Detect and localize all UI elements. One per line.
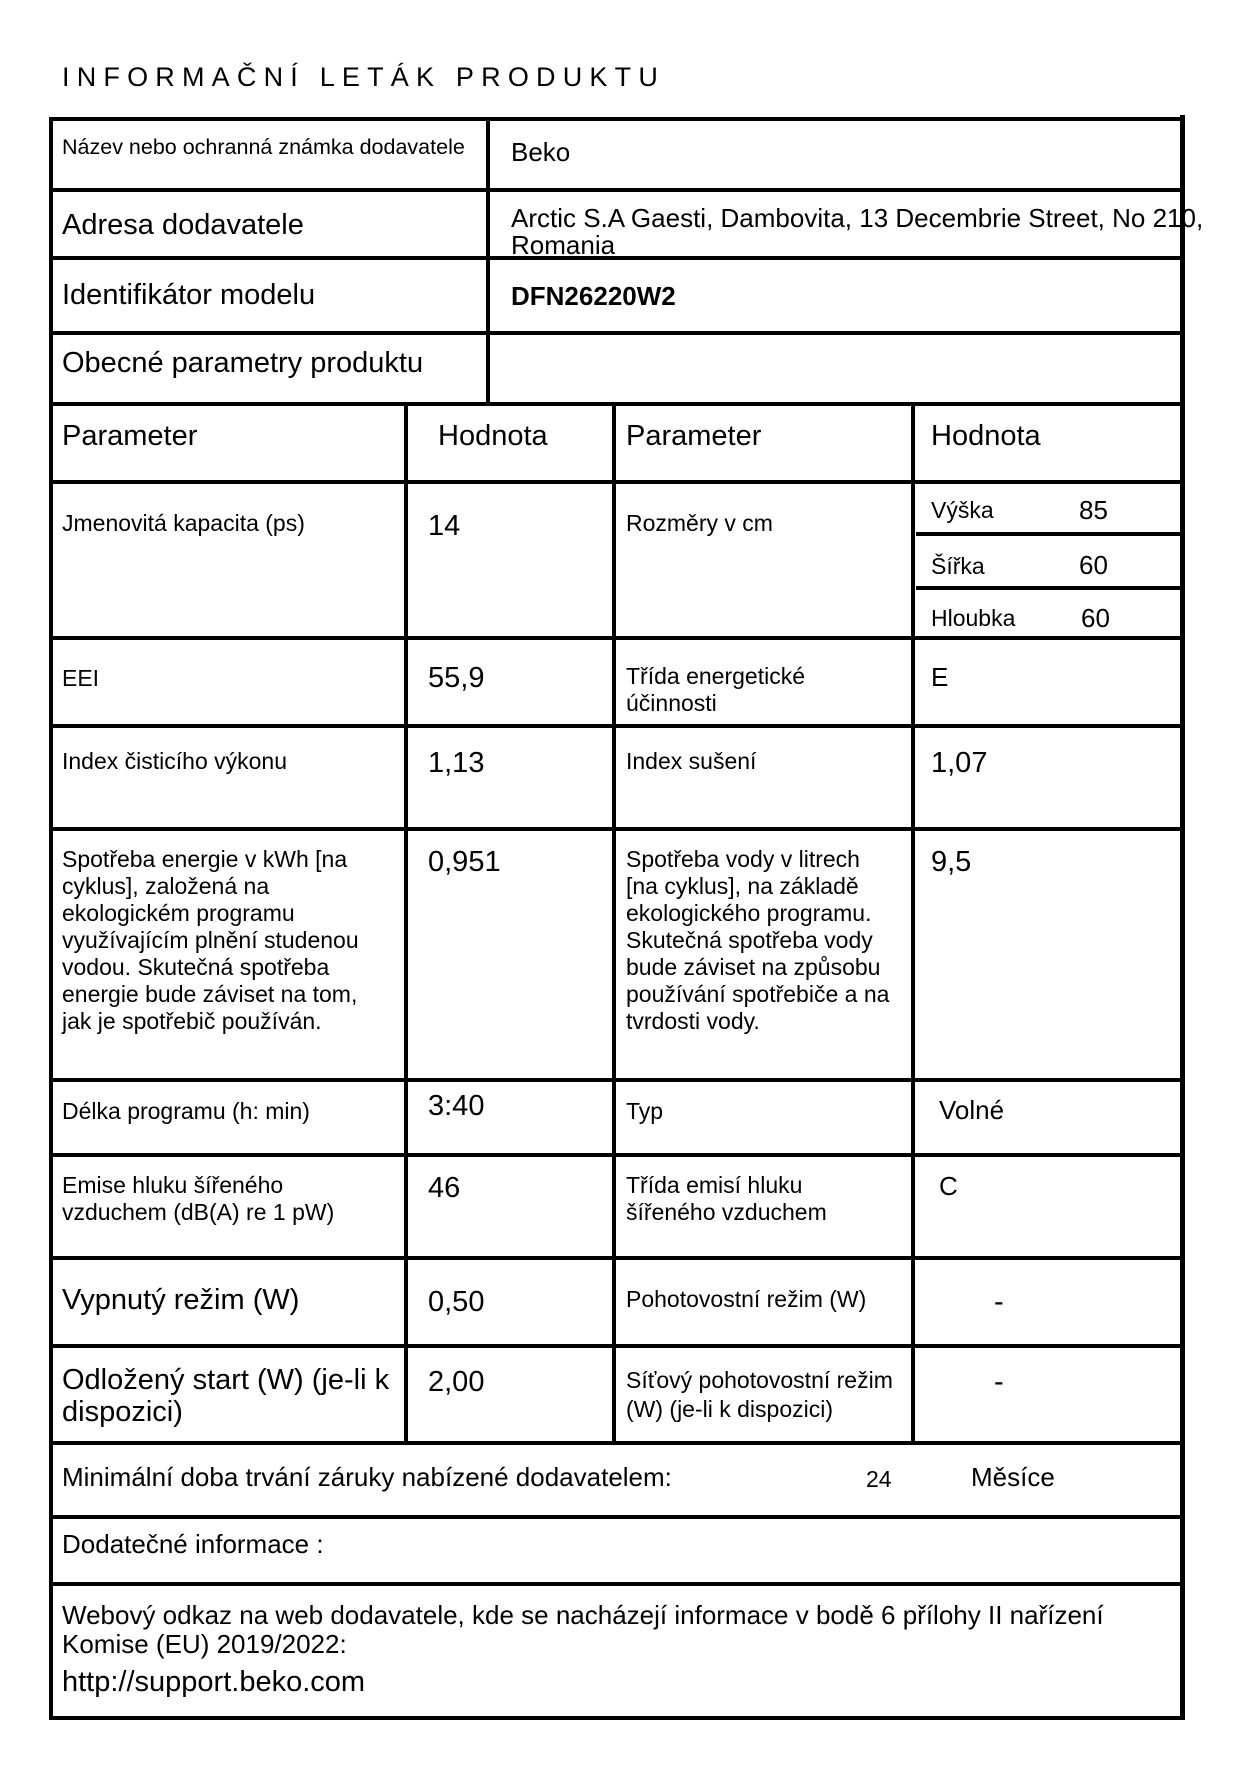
capacity-value: 14 — [428, 510, 461, 542]
supplier-address-line1: Arctic S.A Gaesti, Dambovita, 13 Decembrie Street, No 210, — [511, 203, 1204, 233]
energy-consumption-value: 0,951 — [428, 846, 501, 878]
additional-info-label: Dodatečné informace : — [62, 1529, 324, 1559]
energy-class-label-line2: účinnosti — [626, 690, 717, 716]
height-label: Výška — [931, 497, 994, 523]
noise-class-label-line1: Třída emisí hluku — [626, 1172, 803, 1198]
header-parameter-2: Parameter — [626, 420, 762, 452]
type-value: Volné — [939, 1095, 1005, 1125]
network-standby-value: - — [994, 1366, 1004, 1398]
network-standby-label-line1: Síťový pohotovostní režim — [626, 1367, 893, 1393]
width-value: 60 — [1079, 550, 1108, 580]
supplier-name-value: Beko — [511, 137, 571, 167]
off-mode-label: Vypnutý režim (W) — [62, 1284, 300, 1316]
depth-value: 60 — [1081, 603, 1110, 633]
capacity-label: Jmenovitá kapacita (ps) — [62, 510, 305, 536]
depth-label: Hloubka — [931, 605, 1016, 631]
water-consumption-label: Spotřeba vody v litrech [na cyklus], na základě ekologického programu. Skutečná spotřeba vody bude záviset na způsobu používání spotřebiče a na tvrdosti vody. — [626, 846, 890, 1034]
width-label: Šířka — [931, 553, 985, 579]
noise-class-label-line2: šířeného vzduchem — [626, 1199, 827, 1225]
header-parameter-1: Parameter — [62, 420, 198, 452]
standby-label: Pohotovostní režim (W) — [626, 1286, 867, 1312]
warranty-unit: Měsíce — [971, 1462, 1055, 1492]
page-title: INFORMAČNÍ LETÁK PRODUKTU — [62, 62, 666, 92]
weblink-text-line2: Komise (EU) 2019/2022: — [62, 1629, 347, 1659]
header-value-2: Hodnota — [931, 420, 1041, 452]
cleaning-index-label: Index čisticího výkonu — [62, 748, 288, 774]
supplier-address-line2: Romania — [511, 230, 616, 260]
energy-class-label-line1: Třída energetické — [626, 663, 805, 689]
model-label: Identifikátor modelu — [62, 279, 316, 311]
drying-index-value: 1,07 — [931, 747, 988, 779]
off-mode-value: 0,50 — [428, 1286, 485, 1318]
general-params-label: Obecné parametry produktu — [62, 347, 424, 379]
cleaning-index-value: 1,13 — [428, 747, 485, 779]
standby-value: - — [994, 1286, 1004, 1318]
supplier-address-label: Adresa dodavatele — [62, 209, 304, 241]
energy-consumption-label: Spotřeba energie v kWh [na cyklus], založená na ekologickém programu využívajícím plnění studenou vodou. Skutečná spotřeba energie bude záviset na tom, jak je spotřebič používán. — [62, 846, 359, 1034]
program-duration-label: Délka programu (h: min) — [62, 1098, 310, 1124]
noise-label-line1: Emise hluku šířeného — [62, 1172, 284, 1198]
delay-start-label-line1: Odložený start (W) (je-li k — [62, 1364, 390, 1396]
height-value: 85 — [1079, 495, 1108, 525]
eei-label: EEI — [62, 665, 100, 691]
noise-label-line2: vzduchem (dB(A) re 1 pW) — [62, 1199, 335, 1225]
noise-value: 46 — [428, 1172, 461, 1204]
type-label: Typ — [626, 1098, 664, 1124]
header-value-1: Hodnota — [438, 420, 548, 452]
drying-index-label: Index sušení — [626, 748, 757, 774]
weblink-text-line1: Webový odkaz na web dodavatele, kde se nacházejí informace v bodě 6 přílohy II nařízení — [62, 1600, 1104, 1630]
water-consumption-value: 9,5 — [931, 846, 972, 878]
supplier-name-label: Název nebo ochranná známka dodavatele — [62, 135, 465, 159]
delay-start-label-line2: dispozici) — [62, 1396, 183, 1428]
delay-start-value: 2,00 — [428, 1366, 485, 1398]
eei-value: 55,9 — [428, 662, 485, 694]
warranty-label: Minimální doba trvání záruky nabízené dodavatelem: — [62, 1462, 672, 1492]
model-value: DFN26220W2 — [511, 281, 676, 311]
noise-class-value: C — [939, 1171, 958, 1201]
dimensions-label: Rozměry v cm — [626, 510, 773, 536]
network-standby-label-line2: (W) (je-li k dispozici) — [626, 1396, 833, 1422]
supplier-url-link[interactable]: http://support.beko.com — [62, 1666, 366, 1698]
energy-class-value: E — [931, 662, 949, 692]
program-duration-value: 3:40 — [428, 1090, 485, 1122]
warranty-value: 24 — [866, 1466, 892, 1492]
